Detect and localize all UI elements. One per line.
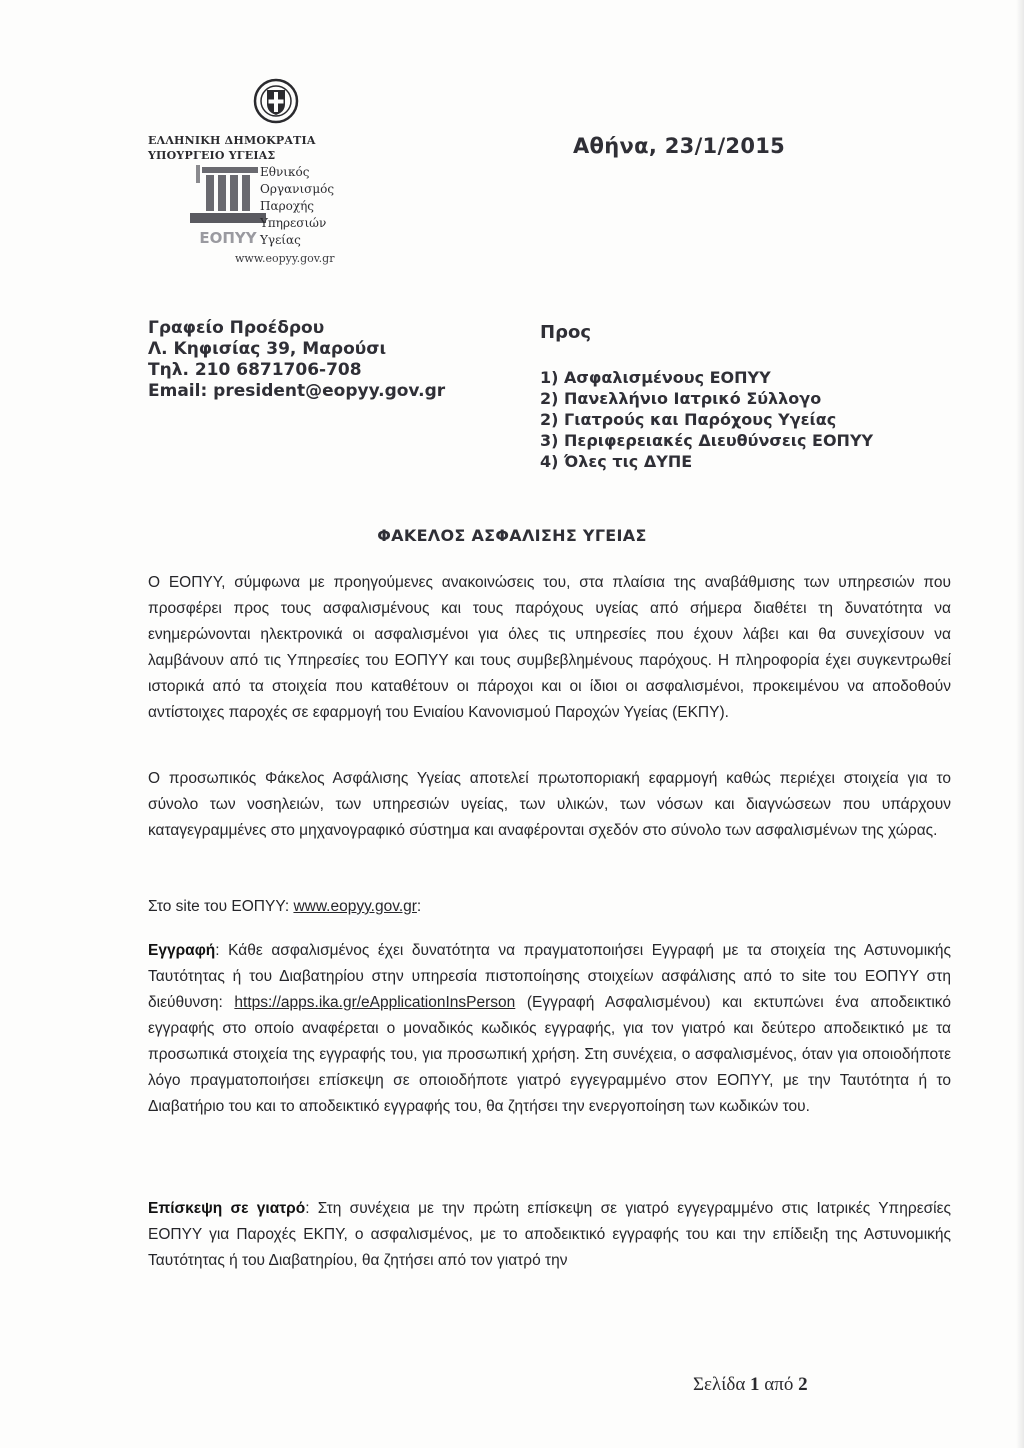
recipients-list [540,367,873,472]
letter-date: Αθήνα, 23/1/2015 [573,134,786,158]
registration-label: Εγγραφή [148,942,216,959]
sender-office: Γραφείο Προέδρου [148,318,325,338]
page-word: Σελίδα [693,1374,746,1395]
ministry-line-2: ΥΠΟΥΡΓΕΙΟ ΥΓΕΙΑΣ [148,149,276,162]
registration-text-a: : Κάθε ασφαλισμένος έχει δυνατότητα να πραγματοποιήσει Εγγραφή με τα στοιχεία της Αστυνομικής Ταυτότητας ή του Διαβατηρίου στην υπηρεσία πιστοποίησης στοιχείων ασφάλισης από το site του ΕΟΠΥΥ στη διεύθυνση: [148,942,951,1011]
organization-website: www.eopyy.gov.gr [235,252,335,265]
organization-name [260,164,334,249]
recipient-item: 2) Γιατρούς και Παρόχους Υγείας [540,410,837,429]
page-number [693,1374,808,1396]
paragraph-health-file: Ο προσωπικός Φάκελος Ασφάλισης Υγείας αποτελεί πρωτοποριακή εφαρμογή καθώς περιέχει στοιχεία για το σύνολο των νοσηλειών, των υπηρεσιών υγείας, των υλικών, των νόσων και διαγνώσεων που υπάρχουν καταγεγραμμένες στο μηχανογραφικό σύστημα και αναφέρονται σχεδόν στο σύνολο των ασφαλισμένων της χώρας. [148,770,951,839]
page-current: 1 [750,1374,760,1395]
paragraph-intro: Ο ΕΟΠΥΥ, σύμφωνα με προηγούμενες ανακοινώσεις του, στα πλαίσια της αναβάθμισης των υπηρεσιών που προσφέρει προς τους ασφαλισμένους και τους παρόχους υγείας από σήμερα διαθέτει τη δυνατότητα να ενημερώνονται ηλεκτρονικά οι ασφαλισμένοι για όλες τις υπηρεσίες που έχουν λάβει και θα συνεχίσουν να λαμβάνουν από τις Υπηρεσίες του ΕΟΠΥΥ και τους συμβεβλημένους παρόχους. Η πληροφορία έχει συγκεντρωθεί ιστορικά από τα στοιχεία που καταθέτουν οι πάροχοι και οι ίδιοι οι ασφαλισμένοι, προκειμένου να αποδοθούν αντίστοιχες παροχές σε εφαρμογή του Ενιαίου Κανονισμού Παροχών Υγείας (ΕΚΠΥ). [148,574,951,721]
eopyy-logo-text: ΕΟΠΥΥ [199,229,257,247]
org-line-5: Υγείας [260,233,301,247]
org-line-4: Υπηρεσιών [260,216,327,230]
site-intro-suffix: : [416,898,422,915]
org-line-3: Παροχής [260,199,315,213]
page-total: 2 [798,1374,808,1395]
recipients-heading: Προς [540,322,591,343]
recipient-item: 1) Ασφαλισμένους ΕΟΠΥΥ [540,368,771,387]
page-of: από [764,1374,794,1395]
eopyy-logo-icon [190,165,270,250]
registration-text-b: (Εγγραφή Ασφαλισμένου) και εκτυπώνει ένα αποδεικτικό εγγραφής στο οποίο αναφέρεται ο μοναδικός κωδικός εγγραφής, για τον γιατρό και δεύτερο αποδεικτικό με τα προσωπικά στοιχεία της εγγραφής του, για προσωπική χρήση. Στη συνέχεια, ο ασφαλισμένος, όταν για οποιοδήποτε λόγο πραγματοποιήσει επίσκεψη σε οποιοδήποτε γιατρό εγγεγραμμένο στον ΕΟΠΥΥ, με την Ταυτότητα ή το Διαβατήριο του και το αποδεικτικό εγγραφής του, θα ζητήσει την ενεργοποίηση των κωδικών του. [148,994,951,1115]
org-line-2: Οργανισμός [260,182,335,196]
recipient-item: 3) Περιφερειακές Διευθύνσεις ΕΟΠΥΥ [540,431,874,450]
paragraph-doctor-visit [148,1196,951,1274]
sender-block [148,318,445,402]
paragraph-registration [148,938,951,1120]
registration-link[interactable]: https://apps.ika.gr/eApplicationInsPerson [234,994,516,1011]
visit-text: : Στη συνέχεια με την πρώτη επίσκεψη σε γιατρό εγγεγραμμένο στις Ιατρικές Υπηρεσίες ΕΟΠΥΥ για Παροχές ΕΚΠΥ, ο ασφαλισμένος, με το αποδεικτικό εγγραφής του και την επίδειξη της Αστυνομικής Ταυτότητας ή του Διαβατηρίου, θα ζητήσει από τον γιατρό την [148,1200,951,1269]
ministry-header [148,133,408,163]
document-title: ΦΑΚΕΛΟΣ ΑΣΦΑΛΙΣΗΣ ΥΓΕΙΑΣ [377,526,647,545]
sender-phone: Τηλ. 210 6871706-708 [148,360,362,380]
eopyy-site-link[interactable]: www.eopyy.gov.gr [293,898,417,915]
site-intro-prefix: Στο site του ΕΟΠΥΥ: [148,898,294,915]
ministry-line-1: ΕΛΛΗΝΙΚΗ ΔΗΜΟΚΡΑΤΙΑ [148,134,316,147]
recipient-item: 4) Όλες τις ΔΥΠΕ [540,452,693,471]
greek-coat-of-arms-icon [253,78,299,124]
page-edge-shadow [1016,0,1024,1448]
recipient-item: 2) Πανελλήνιο Ιατρικό Σύλλογο [540,389,822,408]
sender-email: Email: president@eopyy.gov.gr [148,381,446,401]
visit-label: Επίσκεψη σε γιατρό [148,1200,306,1217]
org-line-1: Εθνικός [260,165,310,179]
paragraph-site-intro [148,894,951,920]
sender-address: Λ. Κηφισίας 39, Μαρούσι [148,339,387,359]
